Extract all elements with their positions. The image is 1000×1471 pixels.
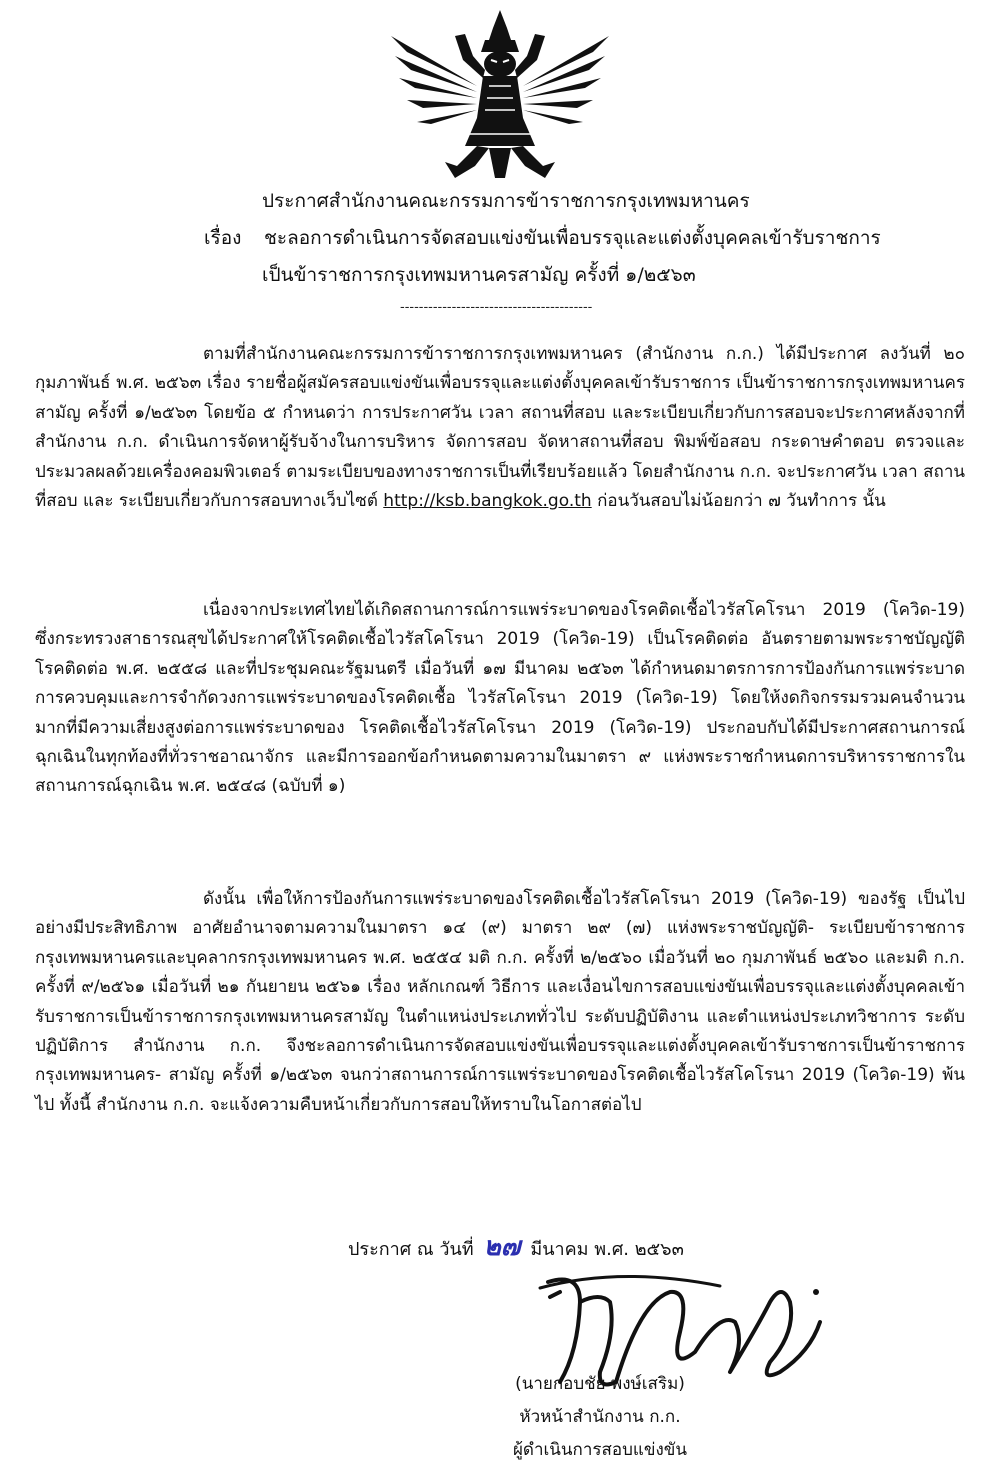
paragraph-2 [35, 596, 965, 802]
signatory-name: (นายกอบชัย พงษ์เสริม) [515, 1374, 685, 1394]
paragraph-2-text: เนื่องจากประเทศไทยได้เกิดสถานการณ์การแพร่ระบาดของโรคติดเชื้อไวรัสโคโรนา 2019 (โควิด-19) ซึ่งกระทรวงสาธารณสุขได้ประกาศให้โรคติดเชื้อไวรัสโคโรนา 2019 (โควิด-19) เป็นโรคติดต่อ อันตรายตามพระราชบัญญัติโรคติดต่อ พ.ศ. ๒๕๕๘ และที่ประชุมคณะรัฐมนตรี เมื่อวันที่ ๑๗ มีนาคม ๒๕๖๓ ได้กำหนดมาตรการการป้องกันการแพร่ระบาด การควบคุมและการจำกัดวงการแพร่ระบาดของโรคติดเชื้อ ไวรัสโคโรนา 2019 (โควิด-19) โดยให้งดกิจกรรมรวมคนจำนวนมากที่มีความเสี่ยงสูงต่อการแพร่ระบาดของ โรคติดเชื้อไวรัสโคโรนา 2019 (โควิด-19) ประกอบกับได้มีประกาศสถานการณ์ฉุกเฉินในทุกท้องที่ทั่วราชอาณาจักร และมีการออกข้อกำหนดตามความในมาตรา ๙ แห่งพระราชกำหนดการบริหารราชการในสถานการณ์ฉุกเฉิน พ.ศ. ๒๕๔๘ (ฉบับที่ ๑) [35, 600, 965, 797]
paragraph-1-tail: ก่อนวันสอบไม่น้อยกว่า ๗ วันทำการ นั้น [597, 491, 886, 512]
subject-text-line2: เป็นข้าราชการกรุงเทพมหานครสามัญ ครั้งที่ ๑/๒๕๖๓ [262, 264, 696, 286]
paragraph-1-text: ตามที่สำนักงานคณะกรรมการข้าราชการกรุงเทพมหานคร (สำนักงาน ก.ก.) ได้มีประกาศ ลงวันที่ ๒๐ กุมภาพันธ์ พ.ศ. ๒๕๖๓ เรื่อง รายชื่อผู้สมัครสอบแข่งขันเพื่อบรรจุและแต่งตั้งบุคคลเข้ารับราชการ เป็นข้าราชการกรุงเทพมหานครสามัญ ครั้งที่ ๑/๒๕๖๓ โดยข้อ ๕ กำหนดว่า การประกาศวัน เวลา สถานที่สอบ และระเบียบเกี่ยวกับการสอบจะประกาศหลังจากที่สำนักงาน ก.ก. ดำเนินการจัดหาผู้รับจ้างในการบริหาร จัดการสอบ จัดหาสถานที่สอบ พิมพ์ข้อสอบ กระดาษคำตอบ ตรวจและประมวลผลด้วยเครื่องคอมพิวเตอร์ ตามระเบียบของทางราชการเป็นที่เรียบร้อยแล้ว โดยสำนักงาน ก.ก. จะประกาศวัน เวลา สถานที่สอบ และ ระเบียบเกี่ยวกับการสอบทางเว็บไซต์ [35, 344, 965, 512]
signatory-role: ผู้ดำเนินการสอบแข่งขัน [512, 1440, 688, 1460]
handwritten-day: ๒๗ [483, 1232, 521, 1262]
date-prefix: ประกาศ ณ วันที่ [348, 1239, 474, 1260]
paragraph-3 [35, 885, 965, 1120]
subject-text-line1: ชะลอการดำเนินการจัดสอบแข่งขันเพื่อบรรจุและแต่งตั้งบุคคลเข้ารับราชการ [264, 227, 881, 249]
website-link[interactable]: http://ksb.bangkok.go.th [383, 491, 592, 512]
subject-label: เรื่อง [204, 227, 242, 249]
announcement-date [348, 1226, 684, 1267]
announcement-heading: ประกาศสำนักงานคณะกรรมการข้าราชการกรุงเทพมหานคร [262, 190, 750, 212]
date-month-year: มีนาคม พ.ศ. ๒๕๖๓ [530, 1239, 684, 1260]
signatory-title: หัวหน้าสำนักงาน ก.ก. [519, 1407, 681, 1427]
paragraph-3-text: ดังนั้น เพื่อให้การป้องกันการแพร่ระบาดของโรคติดเชื้อไวรัสโคโรนา 2019 (โควิด-19) ของรัฐ เป็นไปอย่างมีประสิทธิภาพ อาศัยอำนาจตามความในมาตรา ๑๔ (๙) มาตรา ๒๙ (๗) แห่งพระราชบัญญัติ- ระเบียบข้าราชการกรุงเทพมหานครและบุคลากรกรุงเทพมหานคร พ.ศ. ๒๕๕๔ มติ ก.ก. ครั้งที่ ๒/๒๕๖๐ เมื่อวันที่ ๒๐ กุมภาพันธ์ ๒๕๖๐ และมติ ก.ก. ครั้งที่ ๙/๒๕๖๑ เมื่อวันที่ ๒๑ กันยายน ๒๕๖๑ เรื่อง หลักเกณฑ์ วิธีการ และเงื่อนไขการสอบแข่งขันเพื่อบรรจุและแต่งตั้งบุคคลเข้ารับราชการเป็นข้าราชการกรุงเทพมหานครสามัญ ในตำแหน่งประเภททั่วไป ระดับปฏิบัติงาน และตำแหน่งประเภทวิชาการ ระดับปฏิบัติการ สำนักงาน ก.ก. จึงชะลอการดำเนินการจัดสอบแข่งขันเพื่อบรรจุและแต่งตั้งบุคคลเข้ารับราชการเป็นข้าราชการกรุงเทพมหานคร- สามัญ ครั้งที่ ๑/๒๕๖๓ จนกว่าสถานการณ์การแพร่ระบาดของโรคติดเชื้อไวรัสโคโรนา 2019 (โควิด-19) พ้นไป ทั้งนี้ สำนักงาน ก.ก. จะแจ้งความคืบหน้าเกี่ยวกับการสอบให้ทราบในโอกาสต่อไป [35, 889, 965, 1115]
heading-divider: ----------------------------------------- [400, 300, 593, 315]
garuda-emblem-icon [385, 6, 615, 184]
subject-line [204, 225, 881, 251]
paragraph-1 [35, 340, 965, 516]
